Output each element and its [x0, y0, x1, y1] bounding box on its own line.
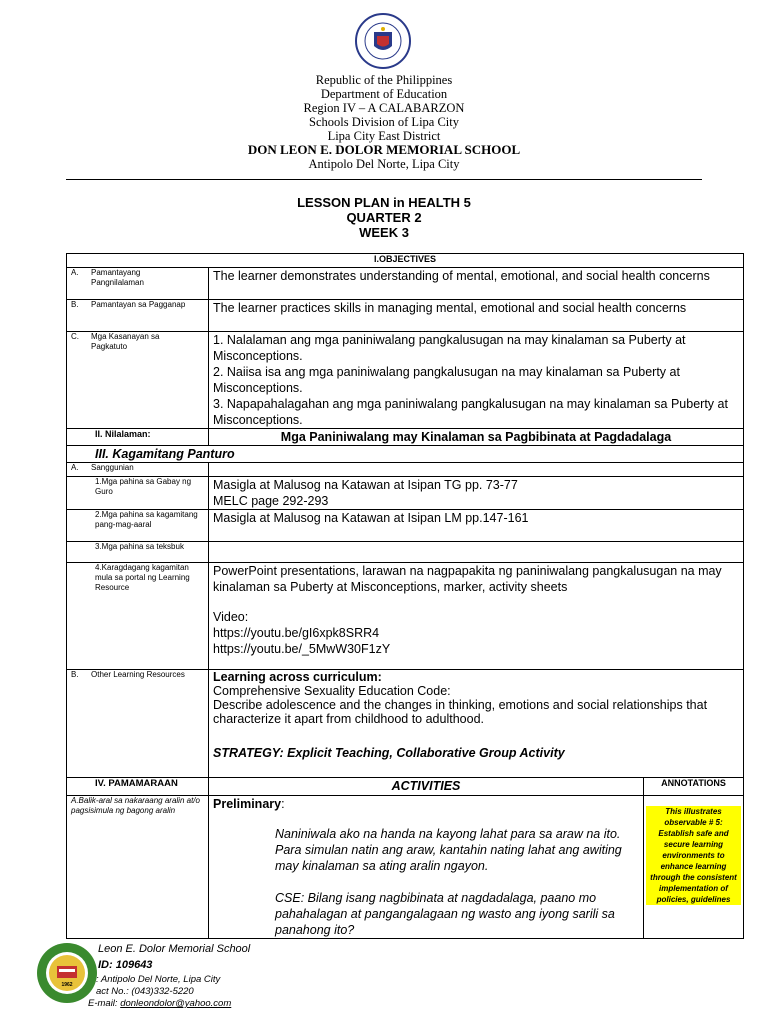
resource-label: 2.Mga pahina sa kagamitang pang-mag-aaral [67, 510, 209, 542]
objective-label: B. Pamantayan sa Pagganap [67, 300, 209, 332]
footer-contact: act No.: (043)332-5220 [96, 986, 194, 997]
footer-email: E-mail: donleondolor@yahoo.com [88, 998, 232, 1009]
resource-value: PowerPoint presentations, larawan na nagpapakita ng paniniwalang pangkalusugan na may kinalaman sa Puberty at Misconceptions, marker, activity sheets Video: https://youtu.be/gI6xpk8SRR4 https://youtu.be/_5MwW30F1zY [209, 563, 744, 670]
header-line: Department of Education [320, 87, 448, 101]
header-line: Lipa City East District [327, 129, 441, 143]
title-line-1: LESSON PLAN in HEALTH 5 [297, 195, 471, 210]
logo-year: 1962 [61, 982, 73, 988]
resource-label: 1.Mga pahina sa Gabay ng Guro [67, 477, 209, 510]
annotation-cell [644, 796, 744, 939]
letterhead [0, 73, 768, 171]
objective-label: A. Pamantayang Pangnilalaman [67, 268, 209, 300]
deped-seal [344, 12, 422, 70]
objective-label: C. Mga Kasanayan sa Pagkatuto [67, 332, 209, 429]
lesson-plan-table [66, 253, 744, 939]
resource-value [209, 542, 744, 563]
nilalaman-value: Mga Paniniwalang may Kinalaman sa Pagbibinata at Pagdadalaga [209, 429, 744, 446]
resource-value: Masigla at Malusog na Katawan at Isipan LM pp.147-161 [209, 510, 744, 542]
header-line: Republic of the Philippines [315, 73, 453, 87]
competency-item: 2. Naiisa isa ang mga paniniwalang pangkalusugan na may kinalaman sa Puberty at Misconceptions. [213, 365, 680, 395]
lesson-title [0, 195, 768, 240]
competencies [209, 332, 744, 429]
footer [30, 938, 330, 1024]
procedure-paragraph: Naniniwala ako na handa na kayong lahat para sa araw na ito. Para simulan natin ang araw, kantahin nating lahat ang awiting may kinalaman sa ating aralin ngayon. [275, 827, 622, 873]
objective-value: The learner practices skills in managing mental, emotional and social health concerns [209, 300, 744, 332]
resource-value: Masigla at Malusog na Katawan at Isipan TG pp. 73-77 MELC page 292-293 [209, 477, 744, 510]
school-logo [36, 942, 98, 1004]
footer-school: Leon E. Dolor Memorial School [98, 943, 251, 955]
resource-label: 3.Mga pahina sa teksbuk [67, 542, 209, 563]
strategy: STRATEGY: Explicit Teaching, Collaborative Group Activity [213, 746, 565, 760]
competency-item: 3. Napapahalagahan ang mga paniniwalang pangkalusugan na may kinalaman sa Puberty at Misconceptions. [213, 397, 728, 427]
footer-address: : Antipolo Del Norte, Lipa City [96, 974, 221, 985]
resource-label: 4.Karagdagang kagamitan mula sa portal ng Learning Resource [67, 563, 209, 670]
objective-value: The learner demonstrates understanding of mental, emotional, and social health concerns [209, 268, 744, 300]
preliminary-heading: Preliminary [213, 797, 282, 811]
email-link[interactable]: donleondolor@yahoo.com [120, 998, 232, 1009]
objectives-header: I.OBJECTIVES [67, 254, 744, 268]
kagamitan-header: III. Kagamitang Panturo [67, 446, 744, 463]
sanggunian-label: A. Sanggunian [67, 463, 209, 477]
nilalaman-label: II. Nilalaman: [67, 429, 209, 446]
video-link[interactable]: https://youtu.be/_5MwW30F1zY [213, 642, 391, 656]
other-resources-label: B. Other Learning Resources [67, 670, 209, 778]
procedure-content: Preliminary: Naniniwala ako na handa na kayong lahat para sa araw na ito. Para simulan natin ang araw, kantahin nating lahat ang awiting may kinalaman sa ating aralin ngayon. CSE: Bilang isang nagbibinata at nagdadalaga, paano mo pahahalagan at pangangalagaan ng wasto ang iyong sarili sa panahong ito? [209, 796, 644, 939]
header-line: Region IV – A CALABARZON [303, 101, 465, 115]
school-name: DON LEON E. DOLOR MEMORIAL SCHOOL [247, 142, 521, 157]
other-resources-value: Learning across curriculum: Comprehensive Sexuality Education Code: Describe adolescence and the changes in thinking, emotions and social relationships that characterize it apart from childhood to adulthood. STRATEGY: Explicit Teaching, Collaborative Group Activity [209, 670, 744, 778]
annotations-header: ANNOTATIONS [644, 778, 744, 796]
procedure-paragraph: CSE: Bilang isang nagbibinata at nagdadalaga, paano mo pahahalagan at pangangalagaan ng wasto ang iyong sarili sa panahong ito? [275, 891, 615, 937]
annotation-highlight: This illustrates observable # 5: Establish safe and secure learning environments to enhance learning through the consistent implementation of policies, guidelines [646, 806, 741, 905]
footer-id: ID: 109643 [98, 959, 153, 971]
school-address: Antipolo Del Norte, Lipa City [308, 157, 460, 171]
competency-item: 1. Nalalaman ang mga paniniwalang pangkalusugan na may kinalaman sa Puberty at Misconceptions. [213, 333, 686, 363]
title-line-3: WEEK 3 [359, 225, 409, 240]
video-link[interactable]: https://youtu.be/gI6xpk8SRR4 [213, 626, 380, 640]
procedure-label: A.Balik-aral sa nakaraang aralin at/o pagsisimula ng bagong aralin [67, 796, 209, 939]
activities-header: ACTIVITIES [209, 778, 644, 796]
header-rule [66, 179, 702, 180]
pamamaraan-label: IV. PAMAMARAAN [67, 778, 209, 796]
curriculum-heading: Learning across curriculum: [213, 670, 382, 684]
header-line: Schools Division of Lipa City [309, 115, 459, 129]
title-line-2: QUARTER 2 [346, 210, 422, 225]
